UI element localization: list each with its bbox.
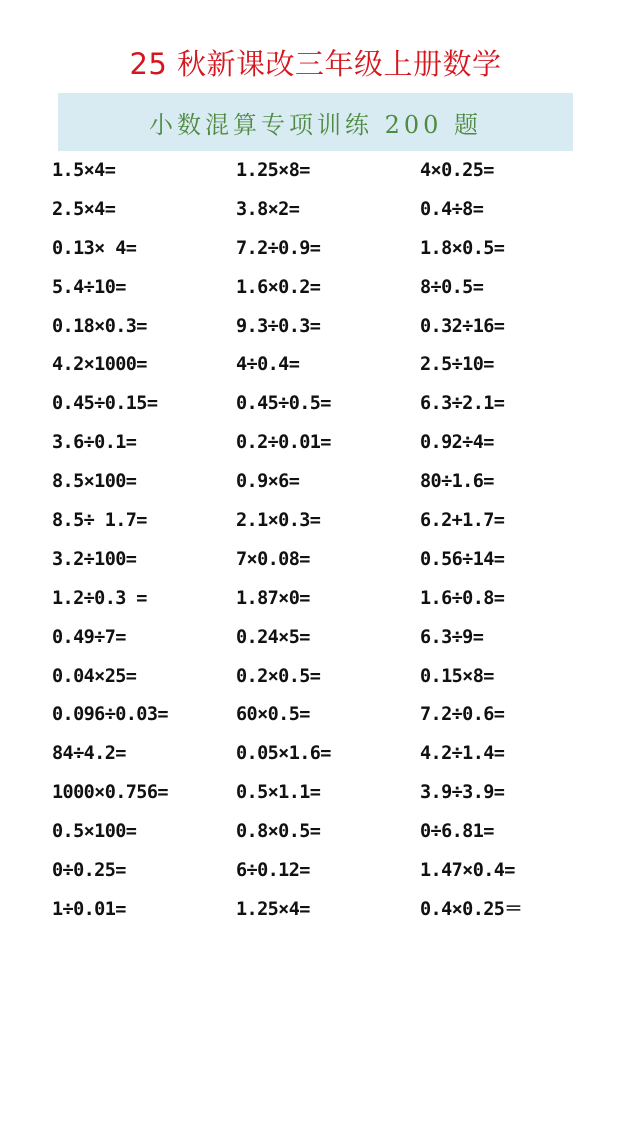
problem-cell: 5.4÷10= — [52, 276, 126, 298]
problem-cell: 1.8×0.5= — [420, 237, 505, 259]
problem-cell: 0.56÷14= — [420, 548, 505, 570]
problem-cell: 4×0.25= — [420, 160, 494, 181]
problem-cell: 8.5×100= — [52, 471, 137, 493]
problem-cell: 8.5÷ 1.7= — [52, 510, 147, 532]
problem-cell: 0.9×6= — [236, 471, 300, 493]
problem-cell: 2.1×0.3= — [236, 510, 321, 532]
problem-cell: 9.3÷0.3= — [236, 315, 321, 337]
problem-cell: 0÷6.81= — [420, 821, 494, 843]
problem-cell: 3.6÷0.1= — [52, 432, 137, 454]
problem-cell: 0.8×0.5= — [236, 821, 321, 843]
problem-cell: 7.2÷0.9= — [236, 237, 321, 259]
problem-cell: 3.9÷3.9= — [420, 782, 505, 804]
problem-cell: 0.5×1.1= — [236, 782, 321, 804]
problem-cell: 1.47×0.4= — [420, 860, 515, 882]
problem-cell: 1.87×0= — [236, 587, 310, 609]
problem-cell: 6.3÷2.1= — [420, 393, 505, 415]
problem-cell: 84÷4.2= — [52, 743, 126, 765]
problem-cell: 1.6÷0.8= — [420, 587, 505, 609]
problem-cell: 4.2÷1.4= — [420, 743, 505, 765]
problem-cell: 0.5×100= — [52, 821, 137, 843]
problem-cell: 4÷0.4= — [236, 354, 300, 376]
problem-cell: 0.05×1.6= — [236, 743, 331, 765]
problem-cell: 0÷0.25= — [52, 860, 126, 882]
problem-cell: 1÷0.01= — [52, 898, 126, 920]
problem-cell: 60×0.5= — [236, 704, 310, 726]
problem-cell: 0.49÷7= — [52, 626, 126, 648]
problem-cell: 8÷0.5= — [420, 276, 484, 298]
problem-cell: 0.32÷16= — [420, 315, 505, 337]
problem-cell: 2.5÷10= — [420, 354, 494, 376]
subtitle-banner — [58, 93, 573, 151]
problem-cell: 0.18×0.3= — [52, 315, 147, 337]
problem-cell: 6÷0.12= — [236, 860, 310, 882]
problem-cell: 7.2÷0.6= — [420, 704, 505, 726]
problem-cell: 4.2×1000= — [52, 354, 147, 376]
problem-cell: 1.25×4= — [236, 898, 310, 920]
page-title: 25 秋新课改三年级上册数学 — [129, 47, 502, 81]
problem-cell: 0.04×25= — [52, 665, 137, 687]
problem-cell: 1.2÷0.3 = — [52, 587, 147, 609]
problem-cell: 0.45÷0.15= — [52, 393, 158, 415]
problem-cell: 6.2+1.7= — [420, 510, 505, 532]
problem-cell: 0.13× 4= — [52, 237, 137, 259]
problem-cell: 0.4÷8= — [420, 198, 484, 220]
problem-cell: 0.4×0.25＝ — [420, 898, 523, 920]
problem-cell: 3.2÷100= — [52, 548, 137, 570]
problem-cell: 0.92÷4= — [420, 432, 494, 454]
problem-cell: 3.8×2= — [236, 198, 300, 220]
problem-cell: 80÷1.6= — [420, 471, 494, 493]
problem-cell: 1.25×8= — [236, 160, 310, 181]
problem-cell: 0.45÷0.5= — [236, 393, 331, 415]
problem-grid — [52, 152, 612, 930]
problem-cell: 0.2÷0.01= — [236, 432, 331, 454]
problem-cell: 7×0.08= — [236, 548, 310, 570]
problem-cell: 0.24×5= — [236, 626, 310, 648]
problem-cell: 0.096÷0.03= — [52, 704, 168, 726]
problem-cell: 6.3÷9= — [420, 626, 484, 648]
problem-cell: 2.5×4= — [52, 198, 116, 220]
problem-cell: 1.5×4= — [52, 160, 116, 181]
problem-cell: 0.2×0.5= — [236, 665, 321, 687]
problem-cell: 1.6×0.2= — [236, 276, 321, 298]
problem-cell: 0.15×8= — [420, 665, 494, 687]
problem-cell: 1000×0.756= — [52, 782, 168, 804]
subtitle-text: 小数混算专项训练 200 题 — [148, 110, 483, 139]
